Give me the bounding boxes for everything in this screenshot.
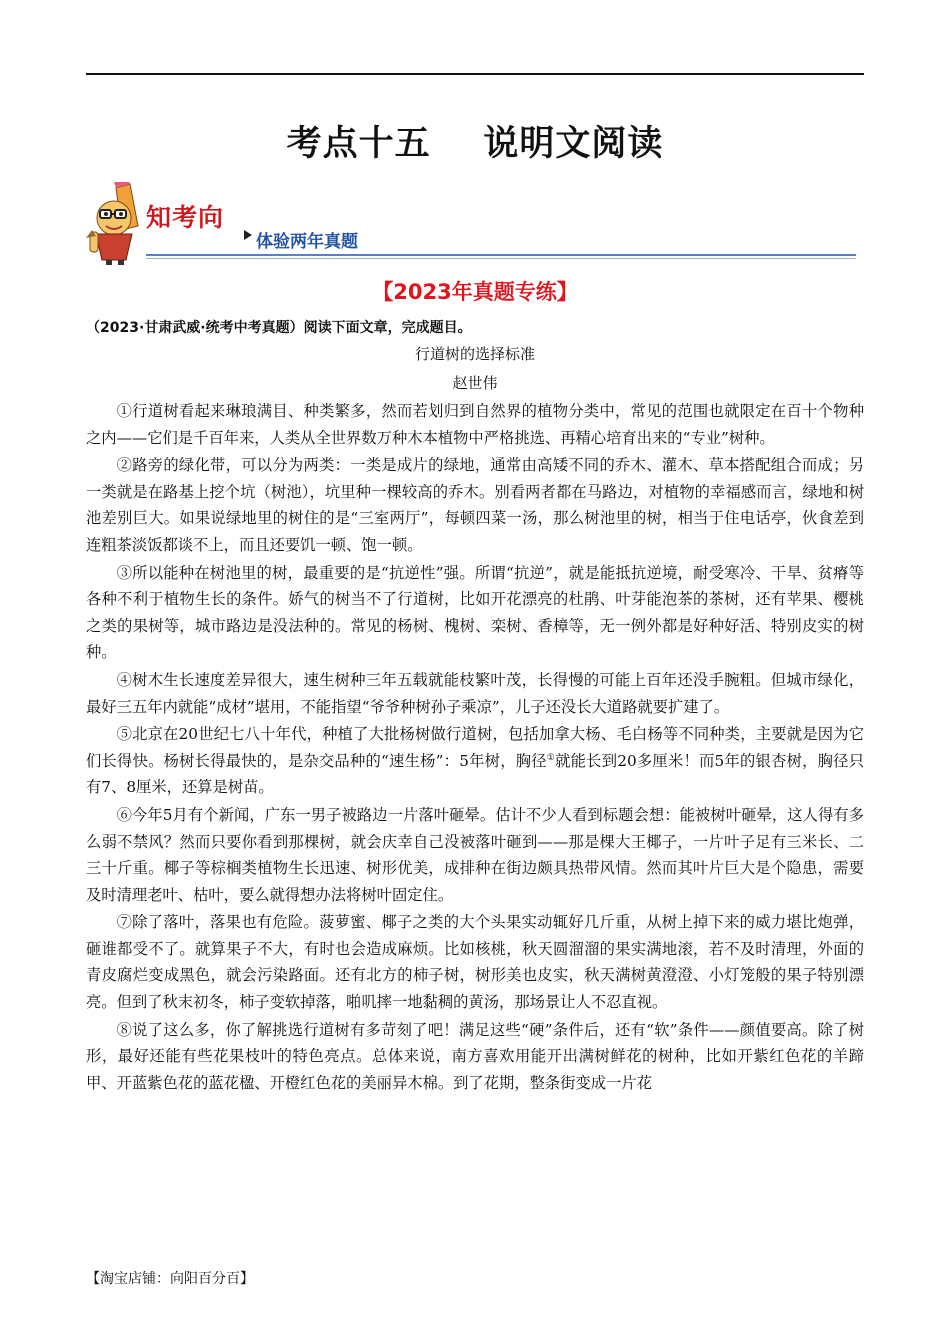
paragraph-1: ①行道树看起来琳琅满目、种类繁多，然而若划归到自然界的植物分类中，常见的范围也就限定在百十个物种之内——它们是千百年来，人类从全世界数万种木本植物中严格挑选、再精心培育出来的“专业”树种。 (86, 402, 864, 447)
paragraph-8: ⑧说了这么多，你了解挑选行道树有多苛刻了吧！满足这些“硬”条件后，还有“软”条件——颜值要高。除了树形，最好还能有些花果枝叶的特色亮点。总体来说，南方喜欢用能开出满树鲜花的树种，比如开紫红色花的羊蹄甲、开蓝紫色花的蓝花楹、开橙红色花的美丽异木棉。到了花期，整条街变成一片花 (86, 1020, 864, 1092)
section-banner (86, 182, 856, 266)
banner-main-label: 知考向 (146, 203, 225, 232)
paragraph-4: ④树木生长速度差异很大，速生树种三年五载就能枝繁叶茂，长得慢的可能上百年还没手腕粗。但城市绿化，最好三五年内就能“成材”堪用，不能指望“爷爷种树孙子乘凉”，儿子还没长大道路就要扩建了。 (86, 670, 864, 716)
footnote-marker: ① (546, 752, 556, 763)
footer-shop-note: 【淘宝店铺：向阳百分百】 (86, 1271, 254, 1287)
pencil-mascot-icon (86, 182, 148, 266)
triangle-right-icon (244, 230, 252, 240)
question-source: （2023·甘肃武威·统考中考真题）阅读下面文章，完成题目。 (86, 320, 472, 336)
paragraph-7: ⑦除了落叶，落果也有危险。菠萝蜜、椰子之类的大个头果实动辄好几斤重，从树上掉下来的威力堪比炮弹，砸谁都受不了。就算果子不大，有时也会造成麻烦。比如核桃，秋天圆溜溜的果实满地滚，若不及时清理，外面的青皮腐烂变成黑色，就会污染路面。还有北方的柿子树，树形美也皮实，秋天满树黄澄澄、小灯笼般的果子特别漂亮。但到了秋末初冬，柿子变软掉落，啪叽摔一地黏稠的黄汤，那场景让人不忍直视。 (86, 913, 864, 1012)
article-body (86, 398, 864, 1097)
paragraph-5-part-2: 就能长到20多厘米！而5年的银杏树，胸径只有7、8厘米，还算是树苗。 (86, 751, 865, 797)
paragraph-2: ②路旁的绿化带，可以分为两类：一类是成片的绿地，通常由高矮不同的乔木、灌木、草本搭配组合而成；另一类就是在路基上挖个坑（树池），坑里种一棵较高的乔木。别看两者都在马路边，对植物的幸福感而言，绿地和树池差别巨大。如果说绿地里的树住的是“三室两厅”，每顿四菜一汤，那么树池里的树，相当于住电话亭，伙食差到连粗茶淡饭都谈不上，而且还要饥一顿、饱一顿。 (86, 456, 864, 554)
paragraph-3: ③所以能种在树池里的树，最重要的是“抗逆性”强。所谓“抗逆”，就是能抵抗逆境，耐受寒冷、干旱、贫瘠等各种不利于植物生长的条件。娇气的树当不了行道树，比如开花漂亮的杜鹃、叶芽能泡茶的茶树，还有苹果、樱桃之类的果树等，城市路边是没法种的。常见的杨树、槐树、栾树、香樟等，无一例外都是好种好活、特别皮实的树种。 (86, 563, 864, 662)
paragraph-5-part-1: ⑤北京在20世纪七八十年代，种植了大批杨树做行道树，包括加拿大杨、毛白杨等不同种类，主要就是因为它们长得快。杨树长得最快的，是杂交品种的“速生杨”：5年树，胸径 (86, 725, 864, 770)
article-author: 赵世伟 (452, 374, 498, 392)
banner-sub-label: 体验两年真题 (256, 232, 358, 252)
section-heading: 【2023年真题专练】 (372, 280, 578, 304)
banner-underline-thin (146, 258, 856, 259)
page-title: 考点十五 说明文阅读 (286, 124, 664, 164)
paragraph-6: ⑥今年5月有个新闻，广东一男子被路边一片落叶砸晕。估计不少人看到标题会想：能被树叶砸晕，这人得有多么弱不禁风？然而只要你看到那棵树，就会庆幸自己没被落叶砸到——那是棵大王椰子，一片叶子足有三米长、二三十斤重。椰子等棕榈类植物生长迅速、树形优美，成排种在街边颇具热带风情。然而其叶片巨大是个隐患，需要及时清理老叶、枯叶，要么就得想办法将树叶固定住。 (86, 805, 864, 904)
banner-underline (146, 254, 856, 256)
article-title: 行道树的选择标准 (414, 345, 535, 363)
paragraph-5 (86, 721, 864, 801)
top-rule (86, 73, 864, 75)
